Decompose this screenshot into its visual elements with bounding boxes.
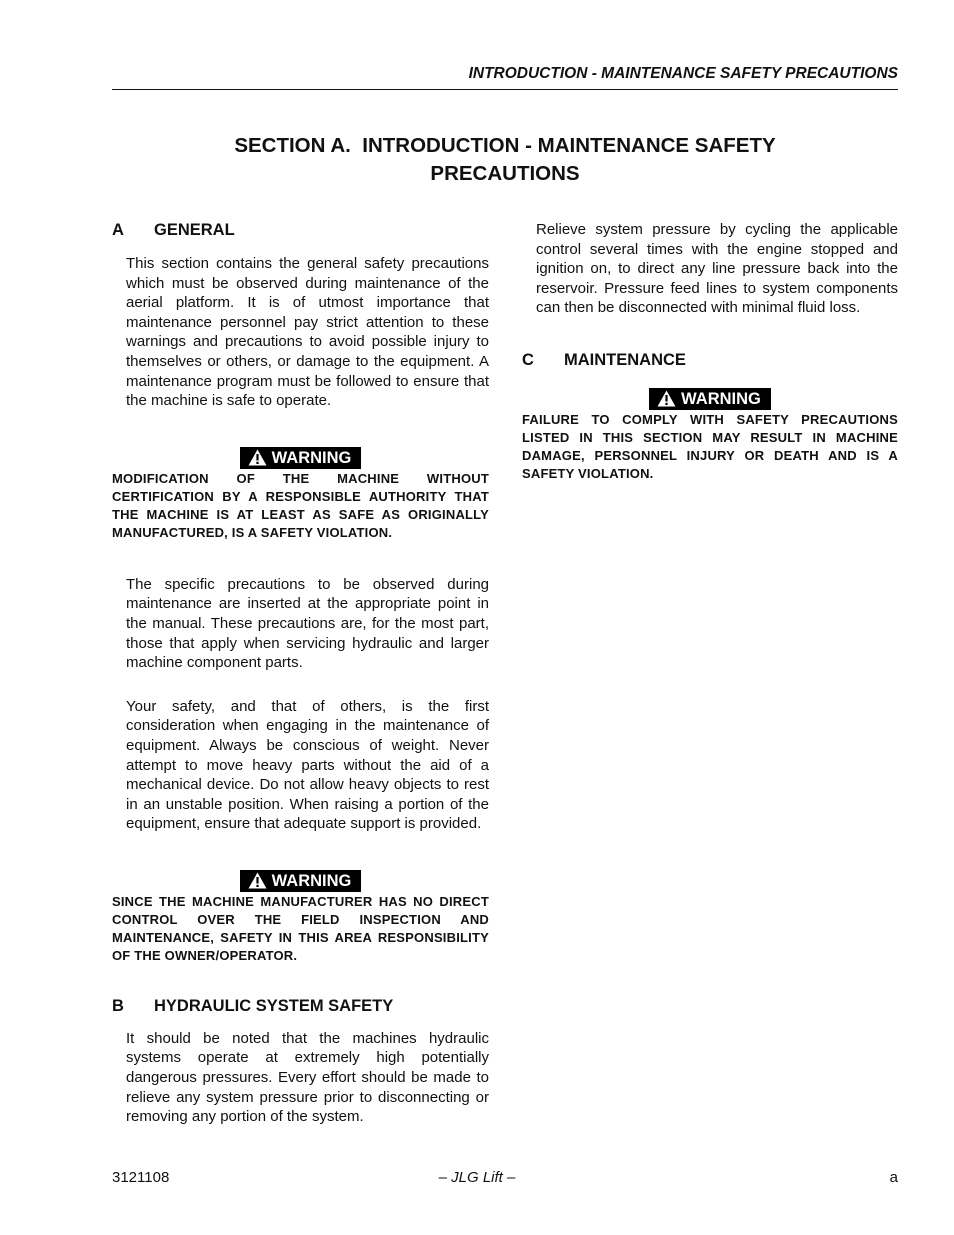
right-column xyxy=(522,220,898,483)
warning-block-2 xyxy=(112,870,489,892)
heading-letter: C xyxy=(522,350,534,369)
warning-label: WARNING xyxy=(681,389,761,408)
warning-block-1 xyxy=(112,447,489,469)
warning-text-1: MODIFICATION OF THE MACHINE WITHOUT CERTIFICATION BY A RESPONSIBLE AUTHORITY THAT THE MACHINE IS AT LEAST AS SAFE AS ORIGINALLY MANUFACTURED, IS A SAFETY VIOLATION. xyxy=(112,470,489,540)
warning-badge xyxy=(649,388,771,410)
left-column xyxy=(112,220,489,1127)
heading-text: HYDRAULIC SYSTEM SAFETY xyxy=(154,996,394,1015)
section-title-line1: SECTION A. INTRODUCTION - MAINTENANCE SAFETY xyxy=(234,134,776,157)
general-paragraph-1: This section contains the general safety precautions which must be observed during maintenance of the aerial platform. It is of utmost importance that maintenance personnel pay strict attention to these warnings and precautions to avoid possible injury to themselves or others, or damage to the equipment. A maintenance program must be followed to ensure that the machine is safe to operate. xyxy=(126,255,489,410)
heading-letter: A xyxy=(112,221,124,239)
heading-letter: B xyxy=(112,996,124,1015)
warning-triangle-icon xyxy=(657,390,676,407)
hydraulic-paragraph-1: It should be noted that the machines hydraulic systems operate at extremely high potentially dangerous pressures. Every effort should be made to relieve any system pressure prior to disconnecting or removing any portion of the system. xyxy=(126,1029,489,1126)
warning-label: WARNING xyxy=(271,448,352,467)
general-paragraph-2: The specific precautions to be observed during maintenance are inserted at the appropriate point in the manual. These precautions are, for the most part, those that apply when servicing hydraulic and larger machine component parts. xyxy=(126,575,489,672)
page-header xyxy=(112,64,898,90)
warning-block-3 xyxy=(522,388,898,410)
warning-badge xyxy=(240,870,362,892)
heading-text: GENERAL xyxy=(154,221,235,239)
running-header-title: INTRODUCTION - MAINTENANCE SAFETY PRECAUTIONS xyxy=(468,65,898,82)
footer-brand: – JLG Lift – xyxy=(438,1169,516,1186)
warning-badge xyxy=(240,447,362,469)
section-title xyxy=(112,132,898,188)
general-paragraph-3: Your safety, and that of others, is the first consideration when engaging in the maintenance of equipment. Always be conscious of weight. Never attempt to move heavy parts without the aid of a mechanical device. Do not allow heavy objects to rest in an unstable position. When raising a portion of the equipment, ensure that adequate support is provided. xyxy=(126,697,489,833)
warning-text-2: SINCE THE MACHINE MANUFACTURER HAS NO DIRECT CONTROL OVER THE FIELD INSPECTION AND MAINTENANCE, SAFETY IN THIS AREA RESPONSIBILITY OF THE OWNER/OPERATOR. xyxy=(112,893,489,963)
heading-maintenance xyxy=(522,350,898,370)
warning-label: WARNING xyxy=(271,871,352,890)
warning-triangle-icon xyxy=(248,872,267,889)
heading-hydraulic xyxy=(112,996,489,1016)
section-title-line2: PRECAUTIONS xyxy=(430,162,580,185)
hydraulic-paragraph-2: Relieve system pressure by cycling the applicable control several times with the engine stopped and ignition on, to direct any line pressure back into the reservoir. Pressure feed lines to system components can then be disconnected with minimal fluid loss. xyxy=(536,221,898,317)
warning-triangle-icon xyxy=(248,449,267,466)
footer-doc-number: 3121108 xyxy=(112,1169,170,1186)
heading-text: MAINTENANCE xyxy=(564,350,686,369)
footer-page-number: a xyxy=(889,1169,898,1186)
warning-text-3: FAILURE TO COMPLY WITH SAFETY PRECAUTIONS LISTED IN THIS SECTION MAY RESULT IN MACHINE DAMAGE, PERSONNEL INJURY OR DEATH AND IS A SAFETY VIOLATION. xyxy=(522,411,898,481)
heading-general xyxy=(112,220,489,240)
